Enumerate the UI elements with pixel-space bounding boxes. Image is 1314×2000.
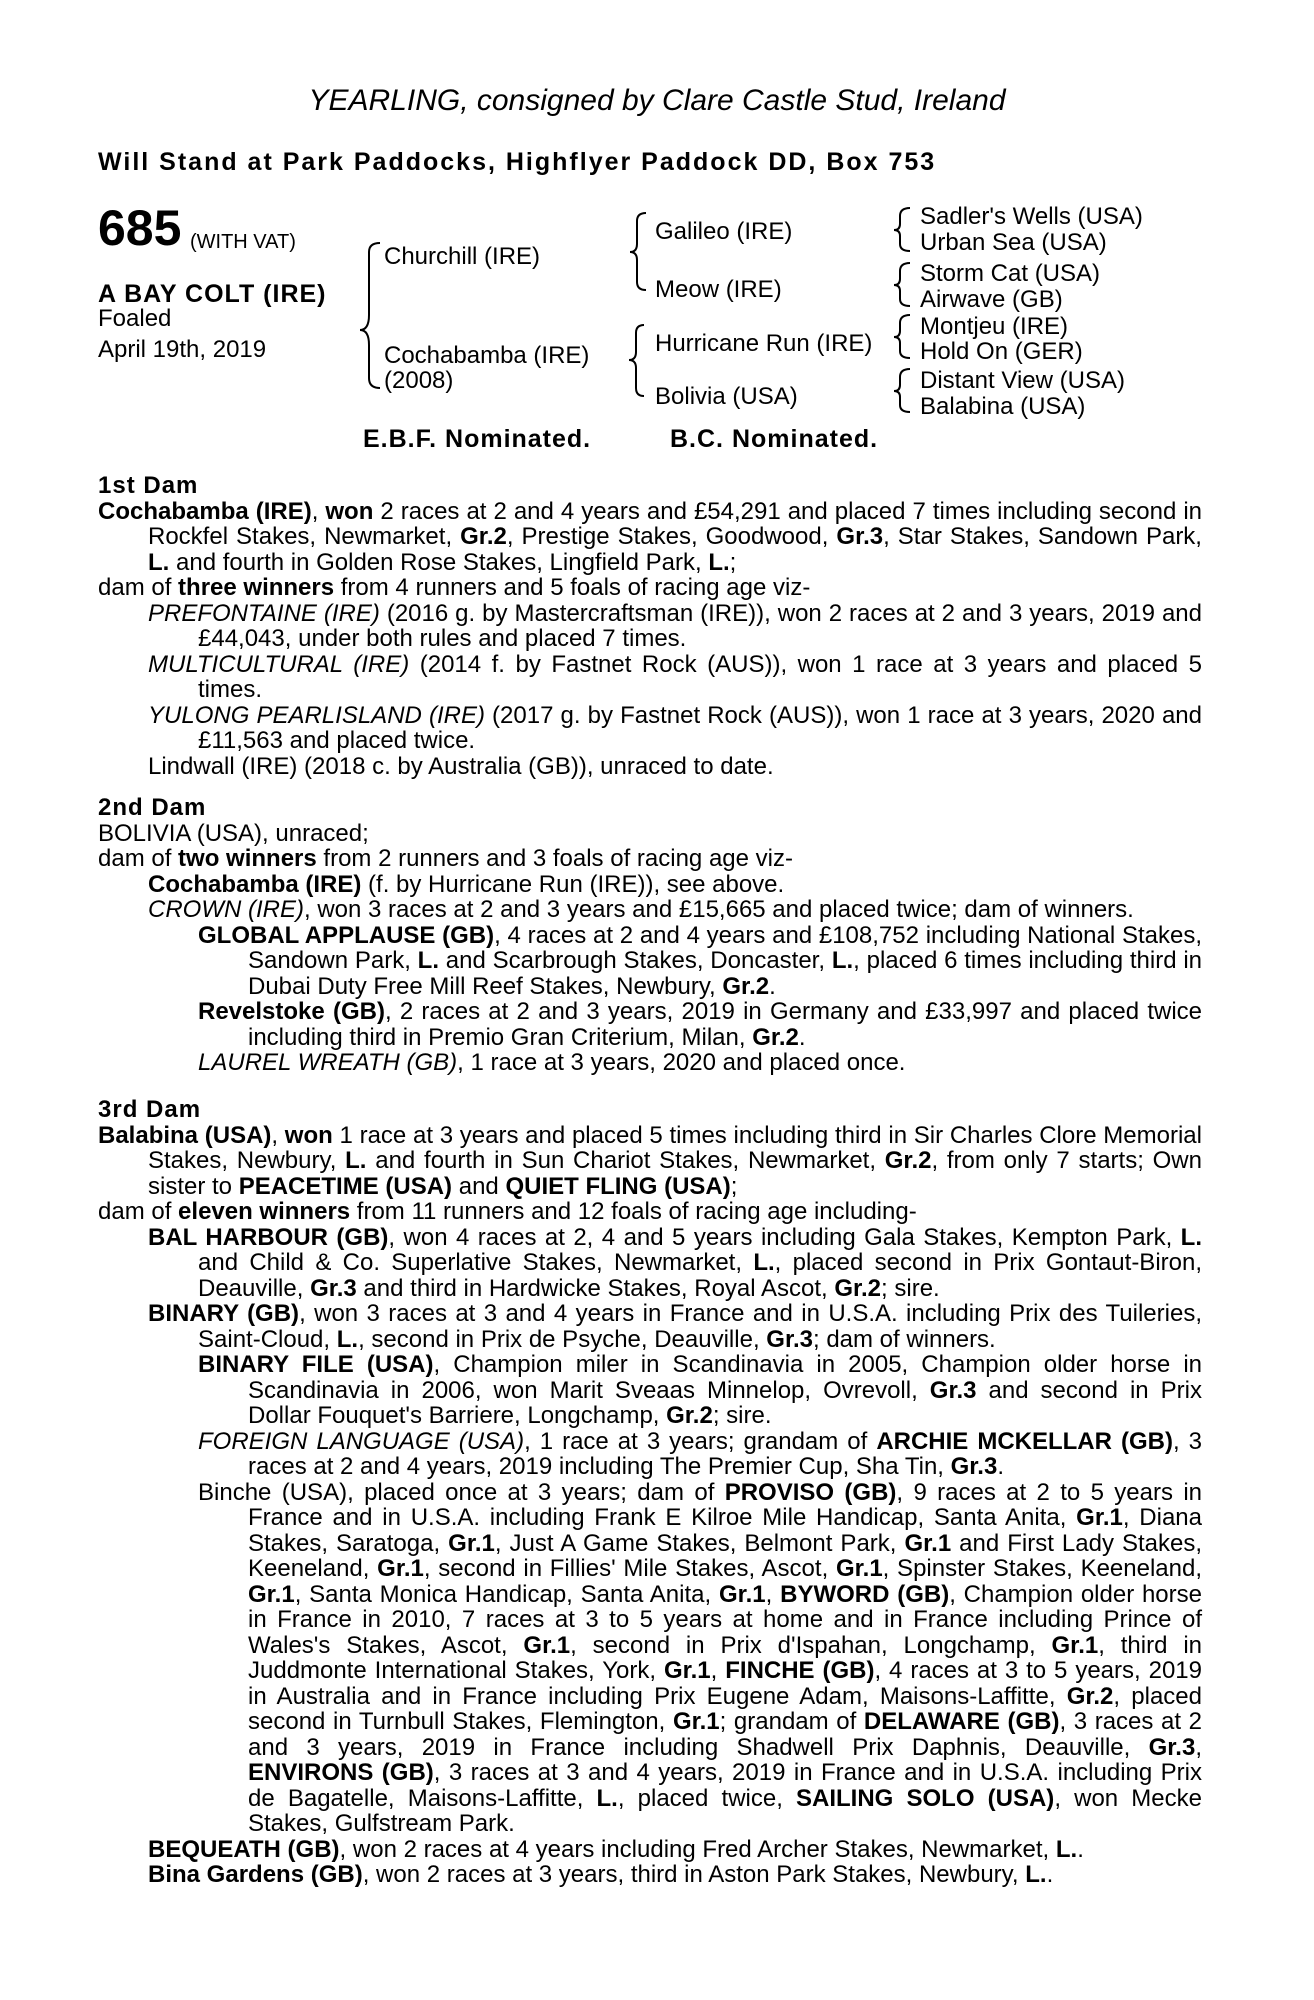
bold-text: Gr.2	[460, 523, 507, 550]
pedigree-g1: Sadler's Wells (USA)	[920, 203, 1143, 230]
text-run: , won 2 races at 3 years, third in Aston Park Stakes, Newbury,	[362, 1861, 1026, 1888]
text-run: (2017 g. by Fastnet Rock (AUS)), won 1 race at 3 years, 2020 and £11,563 and placed twice.	[198, 701, 1202, 754]
pedigree-sire-sire: Galileo (IRE)	[655, 218, 793, 245]
vat-label: (WITH VAT)	[190, 231, 296, 253]
bold-text: PROVISO (GB)	[724, 1478, 897, 1506]
text-run: , 3 races at 2 and 4 years, 2019 including The Premier Cup, Sha Tin,	[248, 1427, 1202, 1480]
pedigree-dam-sire: Hurricane Run (IRE)	[655, 330, 873, 357]
third-dam-dam-of	[98, 1199, 1202, 1225]
ebf-nominated: E.B.F. Nominated.	[363, 425, 592, 453]
progeny-line	[98, 754, 1202, 780]
brace-g3	[894, 315, 910, 358]
bold-text: two winners	[178, 845, 317, 872]
text-run: , won 4 races at 2, 4 and 5 years including Gala Stakes, Kempton Park,	[388, 1223, 1181, 1251]
text-run: 1 race at 3 years and placed 5 times including third in Sir Charles Clore Memorial Stakes, Newbury,	[148, 1121, 1202, 1174]
bold-text: Bina Gardens (GB)	[148, 1861, 363, 1888]
progeny-line	[98, 703, 1202, 754]
text-run: , placed second in Prix Gontaut-Biron, Deauville,	[198, 1249, 1202, 1302]
text-run: , Santa Monica Handicap, Santa Anita,	[294, 1580, 719, 1608]
text-run: .	[997, 1453, 1004, 1480]
text-run: and First Lady Stakes, Keeneland,	[248, 1529, 1203, 1582]
text-run: .	[1046, 1861, 1054, 1888]
pedigree-g4: Airwave (GB)	[920, 286, 1063, 313]
bold-text: Gr.1	[1076, 1504, 1123, 1531]
text-run: and third in Hardwicke Stakes, Royal Ascot,	[356, 1274, 835, 1302]
text-run: , second in Fillies' Mile Stakes, Ascot,	[423, 1555, 836, 1582]
brace-g4	[894, 369, 910, 412]
text-run: , won 3 races at 3 and 4 years in France and in U.S.A. including Prix des Tuileries, Saint-Cloud,	[198, 1300, 1202, 1353]
text-run: BOLIVIA (USA), unraced;	[98, 819, 369, 847]
text-run: , Just A Game Stakes, Belmont Park,	[494, 1529, 905, 1557]
bold-text: Gr.1	[448, 1529, 495, 1557]
text-run: , 4 races at 2 and 4 years and £108,752 including National Stakes, Sandown Park,	[248, 921, 1202, 974]
text-run: ; sire.	[881, 1274, 940, 1302]
progeny-line	[98, 897, 1202, 923]
progeny-line	[98, 1050, 1202, 1076]
progeny-line	[98, 601, 1202, 652]
progeny-line	[98, 1429, 1202, 1480]
bold-text: Gr.3	[929, 1376, 977, 1404]
text-run: ,	[710, 1657, 726, 1684]
bold-text: Cochabamba (IRE)	[148, 870, 362, 898]
third-dam-heading: 3rd Dam	[98, 1096, 202, 1123]
text-run: and Scarbrough Stakes, Doncaster,	[439, 947, 832, 974]
text-run: Lindwall (IRE) (2018 c. by Australia (GB)), unraced to date.	[148, 752, 774, 780]
pedigree-g3: Storm Cat (USA)	[920, 260, 1101, 287]
text-run: 2 races at 2 and 4 years and £54,291 and placed 7 times including second in Rockfel Stakes, Newmarket,	[148, 497, 1202, 550]
third-dam-intro	[98, 1123, 1202, 1200]
text-run: dam of	[98, 574, 179, 601]
text-run: and fourth in Sun Chariot Stakes, Newmarket,	[366, 1147, 885, 1174]
bold-text: Gr.1	[377, 1555, 424, 1582]
bold-text: Gr.2	[722, 972, 770, 1000]
italic-text: YULONG PEARLISLAND (IRE)	[148, 701, 485, 729]
bold-text: Gr.1	[248, 1580, 295, 1608]
bold-text: FINCHE (GB)	[725, 1657, 875, 1684]
text-run: and fourth in Golden Rose Stakes, Lingfield Park,	[169, 548, 709, 576]
bold-text: L.	[417, 947, 439, 974]
text-run: from 4 runners and 5 foals of racing age viz-	[334, 574, 811, 601]
bold-text: Gr.3	[836, 523, 884, 550]
first-dam-heading: 1st Dam	[98, 472, 199, 499]
bold-text: Cochabamba (IRE)	[98, 497, 312, 525]
bold-text: BINARY (GB)	[148, 1300, 300, 1327]
text-run: , placed second in Turnbull Stakes, Flemington,	[248, 1682, 1203, 1735]
text-run: dam of	[98, 845, 179, 872]
stand-location: Will Stand at Park Paddocks, Highflyer Paddock DD, Box 753	[98, 148, 937, 176]
progeny-line	[98, 999, 1202, 1050]
text-run: , third in Juddmonte International Stakes, York,	[248, 1631, 1202, 1684]
text-run: dam of	[98, 1198, 179, 1225]
bold-text: BAL HARBOUR (GB)	[148, 1223, 389, 1251]
third-dam-lines	[98, 1225, 1202, 1888]
bold-text: Gr.1	[904, 1529, 952, 1557]
second-dam-heading: 2nd Dam	[98, 794, 207, 821]
pedigree-sire-dam: Meow (IRE)	[655, 276, 782, 303]
second-dam-lines	[98, 872, 1202, 1076]
bold-text: Gr.3	[310, 1274, 357, 1302]
text-run: (2014 f. by Fastnet Rock (AUS)), won 1 race at 3 years and placed 5 times.	[198, 650, 1203, 703]
bold-text: L.	[831, 947, 854, 974]
text-run: , 9 races at 2 to 5 years in France and in U.S.A. including Frank E Kilroe Mile Handicap, Santa Anita,	[248, 1478, 1203, 1531]
bold-text: Gr.3	[1148, 1733, 1196, 1761]
bold-text: DELAWARE (GB)	[863, 1708, 1060, 1735]
pedigree-dam-year: (2008)	[384, 367, 454, 394]
text-run: , won Mecke Stakes, Gulfstream Park.	[248, 1784, 1202, 1837]
pedigree-dam-dam: Bolivia (USA)	[655, 383, 798, 410]
bold-text: BEQUEATH (GB)	[148, 1835, 340, 1863]
italic-text: MULTICULTURAL (IRE)	[148, 650, 410, 678]
second-dam-intro	[98, 821, 1202, 847]
text-run: ;	[729, 548, 737, 576]
pedigree-g6: Hold On (GER)	[920, 338, 1083, 365]
brace-dam	[629, 325, 644, 396]
italic-text: LAUREL WREATH (GB)	[198, 1049, 458, 1076]
progeny-line	[98, 1352, 1202, 1429]
text-run: , 1 race at 3 years, 2020 and placed once.	[457, 1049, 906, 1076]
bold-text: Gr.1	[1051, 1631, 1099, 1659]
progeny-line	[98, 652, 1202, 703]
lot-number: 685	[98, 200, 182, 256]
bc-nominated: B.C. Nominated.	[670, 425, 879, 453]
brace-sire	[630, 213, 646, 290]
text-run: ;	[730, 1172, 738, 1200]
bold-text: L.	[708, 548, 730, 576]
text-run: and second in Prix Dollar Fouquet's Barriere, Longchamp,	[248, 1376, 1202, 1429]
second-dam-section	[98, 795, 1202, 1076]
bold-text: L.	[596, 1784, 618, 1812]
bold-text: Gr.1	[835, 1555, 883, 1582]
text-run: , 4 races at 3 to 5 years, 2019 in Australia and in France including Prix Eugene Adam, Maisons-Laffitte,	[248, 1657, 1202, 1710]
bold-text: GLOBAL APPLAUSE (GB)	[198, 921, 495, 949]
text-run: ,	[765, 1580, 781, 1608]
progeny-line	[98, 1301, 1202, 1352]
first-dam-intro	[98, 499, 1202, 576]
bold-text: QUIET FLING (USA)	[505, 1172, 731, 1200]
text-run: Binche (USA), placed once at 3 years; dam of	[198, 1478, 725, 1506]
text-run: ; grandam of	[719, 1708, 864, 1735]
brace-main	[360, 243, 380, 388]
pedigree-g7: Distant View (USA)	[920, 367, 1125, 394]
pedigree-g2: Urban Sea (USA)	[920, 229, 1107, 256]
pedigree-g8: Balabina (USA)	[920, 393, 1086, 420]
progeny-line	[98, 1225, 1202, 1302]
text-run: , Star Stakes, Sandown Park,	[883, 523, 1202, 550]
bold-text: L.	[753, 1249, 775, 1276]
bold-text: L.	[1180, 1223, 1202, 1251]
brace-g1	[894, 208, 910, 251]
first-dam-section	[98, 473, 1202, 779]
bold-text: Gr.1	[523, 1631, 571, 1659]
brace-g2	[894, 263, 910, 306]
foaled-date: April 19th, 2019	[98, 336, 267, 363]
text-run: , placed 6 times including third in Dubai Duty Free Mill Reef Stakes, Newbury,	[248, 947, 1203, 1000]
text-run: , Diana Stakes, Saratoga,	[248, 1504, 1202, 1557]
bold-text: won	[325, 497, 374, 525]
text-run: from 2 runners and 3 foals of racing age viz-	[316, 845, 793, 872]
bold-text: eleven winners	[178, 1198, 351, 1225]
text-run: , second in Prix d'Ispahan, Longchamp,	[570, 1631, 1052, 1659]
text-run: , placed twice,	[617, 1784, 797, 1812]
progeny-line	[98, 923, 1202, 1000]
foaled-label: Foaled	[98, 305, 172, 332]
bold-text: L.	[1025, 1861, 1047, 1888]
pedigree-dam: Cochabamba (IRE)	[384, 342, 590, 369]
first-dam-dam-of	[98, 575, 1202, 601]
pedigree-sire: Churchill (IRE)	[384, 243, 541, 270]
bold-text: SAILING SOLO (USA)	[796, 1784, 1055, 1812]
text-run: , won 3 races at 2 and 3 years and £15,665 and placed twice; dam of winners.	[303, 896, 1134, 923]
text-run: from 11 runners and 12 foals of racing age including-	[350, 1198, 917, 1225]
third-dam-section	[98, 1097, 1202, 1888]
text-run: (2016 g. by Mastercraftsman (IRE)), won 2 races at 2 and 3 years, 2019 and £44,043, under both rules and placed 7 times.	[198, 599, 1203, 652]
text-run: ; dam of winners.	[812, 1325, 996, 1353]
bold-text: Gr.2	[884, 1147, 932, 1174]
bold-text: Gr.1	[663, 1657, 711, 1684]
italic-text: PREFONTAINE (IRE)	[148, 599, 380, 627]
text-run: , 3 races at 3 and 4 years, 2019 in France and in U.S.A. including Prix de Bagatelle, Maisons-Laffitte,	[248, 1759, 1202, 1812]
text-run: , 2 races at 2 and 3 years, 2019 in Germany and £33,997 and placed twice including third in Premio Gran Criterium, Milan,	[248, 998, 1203, 1051]
bold-text: L.	[345, 1147, 367, 1174]
bold-text: ARCHIE MCKELLAR (GB)	[876, 1427, 1173, 1455]
text-run: and Child & Co. Superlative Stakes, Newmarket,	[198, 1249, 754, 1276]
bold-text: Gr.3	[950, 1453, 998, 1480]
bold-text: Gr.2	[752, 1023, 799, 1051]
second-dam-dam-of	[98, 846, 1202, 872]
text-run: (f. by Hurricane Run (IRE)), see above.	[361, 870, 785, 898]
text-run: , second in Prix de Psyche, Deauville,	[358, 1325, 767, 1353]
bold-text: three winners	[178, 574, 335, 601]
text-run: , 3 races at 2 and 3 years, 2019 in France including Shadwell Prix Daphnis, Deauville,	[248, 1708, 1202, 1761]
bold-text: L.	[148, 548, 170, 576]
text-run: .	[798, 1023, 806, 1051]
text-run: , Prestige Stakes, Goodwood,	[506, 523, 837, 550]
text-run: .	[1077, 1835, 1084, 1863]
bold-text: PEACETIME (USA)	[238, 1172, 453, 1200]
bold-text: L.	[1055, 1835, 1078, 1863]
bold-text: Gr.3	[766, 1325, 813, 1353]
text-run: ,	[271, 1121, 285, 1149]
bold-text: Revelstoke (GB)	[198, 998, 385, 1025]
bold-text: Gr.1	[718, 1580, 766, 1608]
bold-text: Balabina (USA)	[98, 1121, 272, 1149]
italic-text: FOREIGN LANGUAGE (USA)	[198, 1427, 525, 1455]
text-run: , 1 race at 3 years; grandam of	[524, 1427, 877, 1455]
text-run: , Champion older horse in France in 2010, 7 races at 3 to 5 years at home and in France including Prince of Wales's Stakes, Ascot,	[248, 1580, 1202, 1659]
progeny-line	[98, 1480, 1202, 1837]
bold-text: BYWORD (GB)	[780, 1580, 950, 1608]
pedigree-g5: Montjeu (IRE)	[920, 313, 1069, 340]
bold-text: Gr.2	[666, 1402, 713, 1429]
bold-text: BINARY FILE (USA)	[198, 1351, 434, 1378]
bold-text: won	[284, 1121, 333, 1149]
bold-text: Gr.1	[672, 1708, 720, 1735]
consignor-line: YEARLING, consigned by Clare Castle Stud, Ireland	[308, 84, 1006, 117]
bold-text: L.	[336, 1325, 359, 1353]
progeny-line	[98, 872, 1202, 898]
text-run: ; sire.	[712, 1402, 772, 1429]
bold-text: ENVIRONS (GB)	[248, 1759, 434, 1786]
text-run: , Champion miler in Scandinavia in 2005, Champion older horse in Scandinavia in 2006, won Marit Sveaas Minnelop, Ovrevoll,	[248, 1351, 1203, 1404]
bold-text: Gr.2	[834, 1274, 882, 1302]
progeny-line	[98, 1837, 1202, 1863]
text-run: and	[452, 1172, 506, 1200]
text-run: , won 2 races at 4 years including Fred Archer Stakes, Newmarket,	[339, 1835, 1056, 1863]
horse-name: A BAY COLT (IRE)	[98, 280, 327, 308]
text-run: ,	[311, 497, 326, 525]
progeny-line	[98, 1862, 1202, 1888]
bold-text: Gr.2	[1066, 1682, 1114, 1710]
text-run: , from only 7 starts; Own sister to	[148, 1147, 1202, 1200]
text-run: ,	[1195, 1733, 1202, 1761]
text-run: , Spinster Stakes, Keeneland,	[882, 1555, 1203, 1582]
text-run: .	[769, 972, 776, 1000]
italic-text: CROWN (IRE)	[148, 896, 304, 923]
